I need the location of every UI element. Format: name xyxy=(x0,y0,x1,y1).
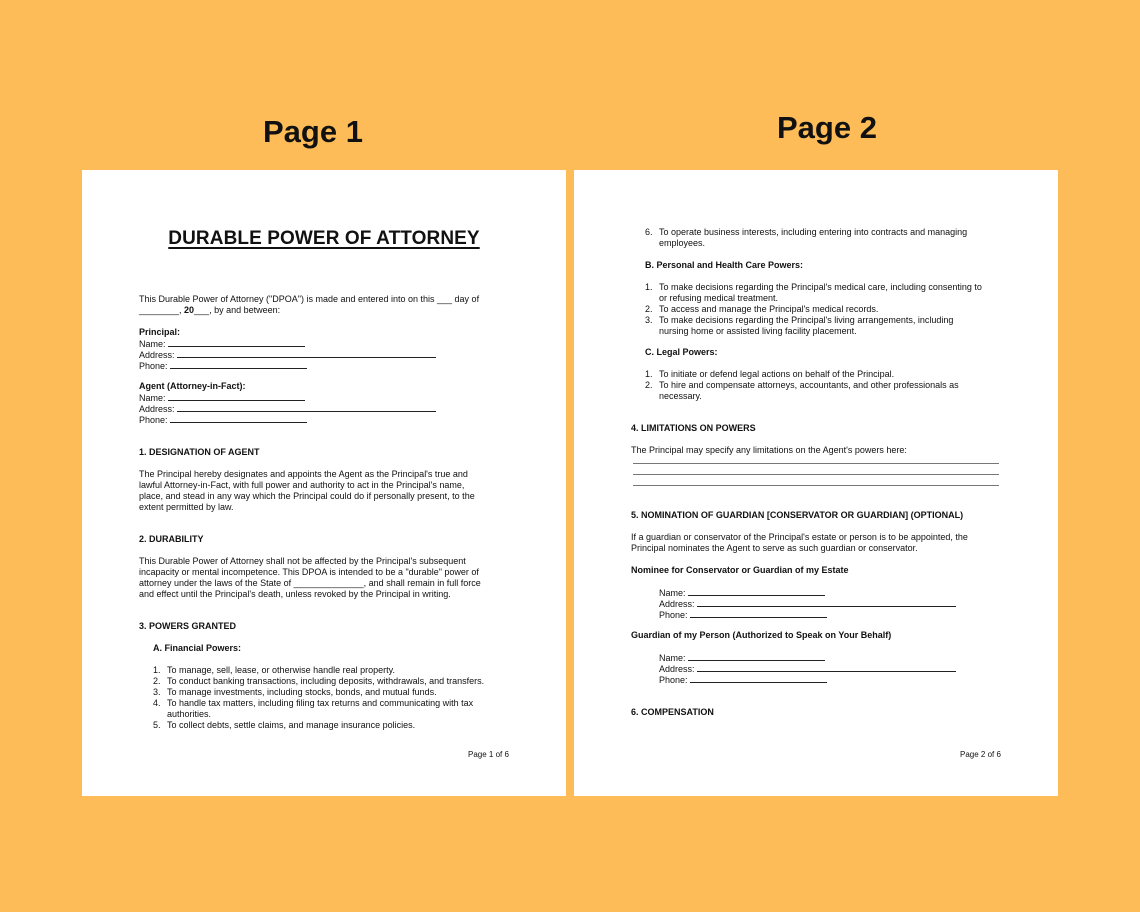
agent-address-label: Address: xyxy=(139,404,175,414)
section-6-heading: 6. COMPENSATION xyxy=(631,707,714,717)
section-2-line: incapacity or mental incompetence. This DPOA is intended to be a "durable" power of xyxy=(139,567,479,577)
person-phone-label: Phone: xyxy=(659,675,688,685)
section-5-line: Principal nominates the Agent to serve as such guardian or conservator. xyxy=(631,543,918,553)
principal-address-label: Address: xyxy=(139,350,175,360)
estate-address-label: Address: xyxy=(659,599,695,609)
page-1-label: Page 1 xyxy=(263,114,363,149)
person-phone-field[interactable] xyxy=(690,674,827,683)
list-item: 1. To manage, sell, lease, or otherwise handle real property. xyxy=(153,665,395,675)
person-address-label: Address: xyxy=(659,664,695,674)
list-item: 2. To conduct banking transactions, including deposits, withdrawals, and transfers. xyxy=(153,676,485,686)
list-item: 2. To access and manage the Principal's medical records. xyxy=(645,304,879,314)
personal-powers-heading: B. Personal and Health Care Powers: xyxy=(645,260,804,270)
principal-name-field[interactable] xyxy=(168,338,305,347)
legal-powers-heading: C. Legal Powers: xyxy=(645,347,718,357)
limitations-line[interactable] xyxy=(633,463,999,464)
section-1-heading: 1. DESIGNATION OF AGENT xyxy=(139,447,260,457)
estate-phone-field[interactable] xyxy=(690,609,827,618)
page-footer: Page 2 of 6 xyxy=(960,750,1001,759)
principal-heading: Principal: xyxy=(139,327,181,337)
document-page-1 xyxy=(82,170,566,796)
agent-name-label: Name: xyxy=(139,393,166,403)
list-item: 5. To collect debts, settle claims, and manage insurance policies. xyxy=(153,720,416,730)
limitations-line[interactable] xyxy=(633,474,999,475)
intro-tail: ___, by and between: xyxy=(194,305,281,315)
list-item: 3. To manage investments, including stocks, bonds, and mutual funds. xyxy=(153,687,437,697)
list-item: 6. To operate business interests, including entering into contracts and managing xyxy=(645,227,968,237)
section-2-line: attorney under the laws of the State of ______________, and shall remain in full force xyxy=(139,578,481,588)
document-title: DURABLE POWER OF ATTORNEY xyxy=(168,228,480,249)
agent-phone-row xyxy=(139,414,307,426)
list-item-continuation: authorities. xyxy=(167,709,212,719)
list-item: 1. To make decisions regarding the Principal's medical care, including consenting to xyxy=(645,282,982,292)
document-page-2 xyxy=(574,170,1058,796)
list-item-continuation: nursing home or assisted living facility placement. xyxy=(659,326,857,336)
page-footer: Page 1 of 6 xyxy=(468,750,509,759)
estate-address-field[interactable] xyxy=(697,598,956,607)
person-phone-row xyxy=(659,674,827,686)
list-item: 2. To hire and compensate attorneys, accountants, and other professionals as xyxy=(645,380,959,390)
estate-phone-row xyxy=(659,609,827,621)
list-item: 3. To make decisions regarding the Principal's living arrangements, including xyxy=(645,315,954,325)
intro-line-2 xyxy=(139,305,280,316)
estate-name-field[interactable] xyxy=(688,587,825,596)
principal-phone-field[interactable] xyxy=(170,360,307,369)
section-5-heading: 5. NOMINATION OF GUARDIAN [CONSERVATOR OR GUARDIAN] (OPTIONAL) xyxy=(631,510,964,520)
section-4-heading: 4. LIMITATIONS ON POWERS xyxy=(631,423,756,433)
section-1-line: extent permitted by law. xyxy=(139,502,234,512)
estate-phone-label: Phone: xyxy=(659,610,688,620)
section-1-line: lawful Attorney-in-Fact, with full power and authority to act in the Principal's name, xyxy=(139,480,465,490)
list-item: 1. To initiate or defend legal actions on behalf of the Principal. xyxy=(645,369,895,379)
agent-phone-label: Phone: xyxy=(139,415,168,425)
principal-address-field[interactable] xyxy=(177,349,436,358)
principal-phone-label: Phone: xyxy=(139,361,168,371)
principal-name-label: Name: xyxy=(139,339,166,349)
agent-phone-field[interactable] xyxy=(170,414,307,423)
section-2-heading: 2. DURABILITY xyxy=(139,534,204,544)
agent-heading: Agent (Attorney-in-Fact): xyxy=(139,381,246,391)
agent-name-field[interactable] xyxy=(168,392,305,401)
section-2-line: This Durable Power of Attorney shall not be affected by the Principal's subsequent xyxy=(139,556,466,566)
section-1-line: place, and stead in any way which the Principal could do if personally present, to the xyxy=(139,491,475,501)
person-address-field[interactable] xyxy=(697,663,956,672)
list-item: 4. To handle tax matters, including filing tax returns and communicating with tax xyxy=(153,698,474,708)
list-item-continuation: employees. xyxy=(659,238,706,248)
person-name-field[interactable] xyxy=(688,652,825,661)
estate-guardian-heading: Nominee for Conservator or Guardian of my Estate xyxy=(631,565,849,575)
page-2-label: Page 2 xyxy=(777,110,877,145)
financial-powers-heading: A. Financial Powers: xyxy=(153,643,242,653)
intro-month-blank: ________, xyxy=(139,305,185,315)
section-1-line: The Principal hereby designates and appoints the Agent as the Principal's true and xyxy=(139,469,468,479)
estate-name-label: Name: xyxy=(659,588,686,598)
limitations-line[interactable] xyxy=(633,485,999,486)
intro-year: 20 xyxy=(184,305,195,315)
section-3-heading: 3. POWERS GRANTED xyxy=(139,621,237,631)
section-2-line: and effect until the Principal's death, unless revoked by the Principal in writing. xyxy=(139,589,451,599)
section-5-line: If a guardian or conservator of the Principal's estate or person is to be appointed, the xyxy=(631,532,968,542)
person-guardian-heading: Guardian of my Person (Authorized to Speak on Your Behalf) xyxy=(631,630,892,640)
section-4-text: The Principal may specify any limitations on the Agent's powers here: xyxy=(631,445,907,455)
agent-address-field[interactable] xyxy=(177,403,436,412)
principal-phone-row xyxy=(139,360,307,372)
list-item-continuation: necessary. xyxy=(659,391,702,401)
list-item-continuation: or refusing medical treatment. xyxy=(659,293,779,303)
person-name-label: Name: xyxy=(659,653,686,663)
intro-line-1: This Durable Power of Attorney ("DPOA") is made and entered into on this ___ day of xyxy=(139,294,480,304)
